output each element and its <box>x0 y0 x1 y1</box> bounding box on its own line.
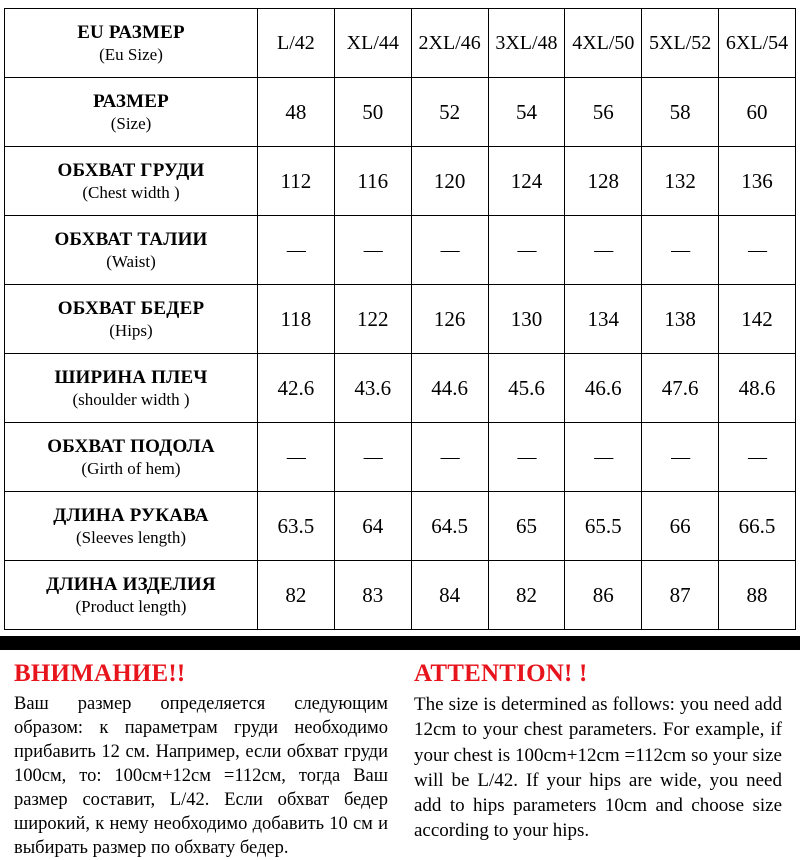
cell-value: 83 <box>362 582 384 607</box>
cell-value: 124 <box>510 168 543 193</box>
table-cell <box>411 216 488 285</box>
row-label <box>5 423 258 492</box>
cell-value: 122 <box>357 306 389 331</box>
row-label <box>5 354 258 423</box>
table-cell <box>565 354 642 423</box>
row-label-en: (Waist) <box>106 251 156 271</box>
table-cell <box>488 285 565 354</box>
section-divider <box>0 636 800 650</box>
table-row <box>5 147 796 216</box>
row-label <box>5 561 258 630</box>
row-label <box>5 78 258 147</box>
cell-value: 66 <box>669 513 691 538</box>
cell-value: –– <box>517 445 536 468</box>
cell-value: 52 <box>439 99 461 124</box>
column-header-cell <box>488 9 565 78</box>
table-cell <box>719 285 796 354</box>
cell-value: 130 <box>510 306 543 331</box>
table-cell <box>642 561 719 630</box>
cell-value: 86 <box>592 582 614 607</box>
row-label-en: (Chest width ) <box>82 182 180 202</box>
size-table <box>4 8 796 630</box>
table-cell <box>565 492 642 561</box>
cell-value: –– <box>440 238 459 261</box>
column-header-cell <box>258 9 335 78</box>
cell-value: 65.5 <box>584 513 622 538</box>
cell-value: 42.6 <box>277 375 315 400</box>
cell-value: –– <box>286 238 305 261</box>
table-cell <box>565 285 642 354</box>
cell-value: 58 <box>669 99 691 124</box>
table-cell <box>642 216 719 285</box>
cell-value: 64.5 <box>431 513 468 538</box>
row-label-ru: ДЛИНА РУКАВА <box>53 505 209 527</box>
table-row <box>5 492 796 561</box>
table-cell <box>258 492 335 561</box>
column-header-label: XL/44 <box>346 31 399 54</box>
table-cell <box>642 78 719 147</box>
row-label <box>5 492 258 561</box>
table-cell <box>488 492 565 561</box>
column-header-label: L/42 <box>277 31 315 54</box>
attention-title-ru: ВНИМАНИЕ!! <box>14 660 186 687</box>
table-cell <box>719 423 796 492</box>
cell-value: –– <box>671 445 690 468</box>
table-cell <box>642 492 719 561</box>
cell-value: 63.5 <box>277 513 315 538</box>
cell-value: –– <box>594 445 613 468</box>
table-cell <box>258 78 335 147</box>
table-cell <box>411 492 488 561</box>
table-header-row <box>5 9 796 78</box>
table-cell <box>334 285 411 354</box>
column-header-label: 2XL/46 <box>418 31 481 54</box>
table-cell <box>334 423 411 492</box>
cell-value: –– <box>363 445 382 468</box>
table-cell <box>411 78 488 147</box>
cell-value: –– <box>748 445 767 468</box>
cell-value: –– <box>286 445 305 468</box>
cell-value: –– <box>440 445 459 468</box>
table-cell <box>565 78 642 147</box>
header-label-ru: EU РАЗМЕР <box>77 22 185 44</box>
attention-body-ru: Ваш размер определяется следующим образом: к параметрам груди необходимо прибавить 12 см. Например, если обхват груди 100см, то: 100см+12см =112см, тогда Ваш размер составит, L/42. Если обхват бедер широкий, к нему необходимо добавить 10 см и выбирать размер по обхвату бедер. <box>14 694 388 859</box>
table-cell <box>719 354 796 423</box>
size-table-body <box>5 9 796 630</box>
table-cell <box>258 561 335 630</box>
cell-value: 46.6 <box>584 375 622 400</box>
cell-value: 54 <box>515 99 537 124</box>
table-cell <box>258 423 335 492</box>
cell-value: 82 <box>515 582 537 607</box>
table-cell <box>642 354 719 423</box>
table-cell <box>258 216 335 285</box>
table-cell <box>719 216 796 285</box>
table-cell <box>411 147 488 216</box>
cell-value: 120 <box>433 168 466 193</box>
table-cell <box>488 561 565 630</box>
cell-value: 142 <box>741 306 773 331</box>
cell-value: 60 <box>746 99 768 124</box>
column-header-label: 5XL/52 <box>649 31 712 54</box>
row-label-ru: ОБХВАТ ГРУДИ <box>57 160 205 182</box>
attention-title-en: ATTENTION! ! <box>414 660 588 687</box>
table-cell <box>565 423 642 492</box>
cell-value: 87 <box>669 582 691 607</box>
table-cell <box>411 561 488 630</box>
table-cell <box>719 78 796 147</box>
cell-value: 50 <box>362 99 384 124</box>
cell-value: 136 <box>741 168 773 193</box>
cell-value: 116 <box>357 168 389 193</box>
row-label-en: (Sleeves length) <box>76 527 186 547</box>
row-label-ru: ОБХВАТ ПОДОЛА <box>47 436 215 458</box>
table-cell <box>334 354 411 423</box>
row-label <box>5 147 258 216</box>
cell-value: –– <box>671 238 690 261</box>
row-label-ru: РАЗМЕР <box>93 91 169 113</box>
column-header-label: 4XL/50 <box>572 31 635 54</box>
cell-value: –– <box>594 238 613 261</box>
table-cell <box>565 561 642 630</box>
table-cell <box>488 216 565 285</box>
header-label-en: (Eu Size) <box>99 44 163 64</box>
table-cell <box>565 216 642 285</box>
table-row <box>5 423 796 492</box>
row-label-en: (Girth of hem) <box>81 458 181 478</box>
cell-value: 118 <box>280 306 312 331</box>
table-cell <box>488 423 565 492</box>
cell-value: 132 <box>664 168 696 193</box>
cell-value: 84 <box>439 582 461 607</box>
table-cell <box>258 354 335 423</box>
cell-value: –– <box>363 238 382 261</box>
cell-value: 47.6 <box>661 375 699 400</box>
row-label-ru: ОБХВАТ БЕДЕР <box>57 298 205 320</box>
row-label-ru: ШИРИНА ПЛЕЧ <box>54 367 208 389</box>
row-label-en: (shoulder width ) <box>72 389 190 409</box>
column-header-cell <box>719 9 796 78</box>
attention-body-en: The size is determined as follows: you need add 12cm to your chest parameters. For example, if your chest is 100cm+12cm =112cm so your size will be L/42. If your hips are wide, you need add to hips parameters 10cm and choose size according to your hips. <box>414 694 782 842</box>
table-cell <box>719 147 796 216</box>
row-label-ru: ДЛИНА ИЗДЕЛИЯ <box>46 574 216 596</box>
attention-note-english <box>400 660 786 860</box>
table-cell <box>411 354 488 423</box>
cell-value: 134 <box>587 306 620 331</box>
attention-note-russian <box>14 660 400 860</box>
cell-value: 45.6 <box>508 375 545 400</box>
table-cell <box>642 285 719 354</box>
column-header-cell <box>565 9 642 78</box>
cell-value: –– <box>517 238 536 261</box>
table-cell <box>334 492 411 561</box>
cell-value: 48 <box>285 99 307 124</box>
table-cell <box>258 285 335 354</box>
cell-value: 44.6 <box>431 375 468 400</box>
table-cell <box>488 354 565 423</box>
column-header-label: 3XL/48 <box>495 31 558 54</box>
cell-value: 112 <box>280 168 312 193</box>
column-header-cell <box>334 9 411 78</box>
table-cell <box>565 147 642 216</box>
column-header-cell <box>411 9 488 78</box>
table-cell <box>258 147 335 216</box>
table-row <box>5 285 796 354</box>
row-label <box>5 216 258 285</box>
cell-value: 128 <box>587 168 620 193</box>
cell-value: 88 <box>746 582 768 607</box>
table-row <box>5 216 796 285</box>
cell-value: 138 <box>664 306 696 331</box>
row-label-en: (Hips) <box>109 320 153 340</box>
cell-value: 66.5 <box>738 513 776 538</box>
row-label-en: (Product length) <box>75 596 187 616</box>
row-label-ru: ОБХВАТ ТАЛИИ <box>54 229 208 251</box>
table-cell <box>334 78 411 147</box>
cell-value: 48.6 <box>738 375 776 400</box>
table-cell <box>642 423 719 492</box>
cell-value: 65 <box>515 513 537 538</box>
row-label-en: (Size) <box>110 113 152 133</box>
table-row <box>5 354 796 423</box>
header-row-label <box>5 9 258 78</box>
table-cell <box>334 147 411 216</box>
table-cell <box>334 216 411 285</box>
table-cell <box>411 423 488 492</box>
table-cell <box>334 561 411 630</box>
cell-value: 82 <box>285 582 307 607</box>
table-cell <box>719 561 796 630</box>
table-cell <box>488 147 565 216</box>
attention-section <box>0 650 800 860</box>
row-label <box>5 285 258 354</box>
cell-value: 43.6 <box>354 375 392 400</box>
cell-value: 64 <box>362 513 384 538</box>
table-row <box>5 78 796 147</box>
table-cell <box>719 492 796 561</box>
table-row <box>5 561 796 630</box>
cell-value: 126 <box>433 306 466 331</box>
table-cell <box>642 147 719 216</box>
table-cell <box>488 78 565 147</box>
table-cell <box>411 285 488 354</box>
cell-value: –– <box>748 238 767 261</box>
cell-value: 56 <box>592 99 614 124</box>
column-header-cell <box>642 9 719 78</box>
column-header-label: 6XL/54 <box>725 31 789 54</box>
